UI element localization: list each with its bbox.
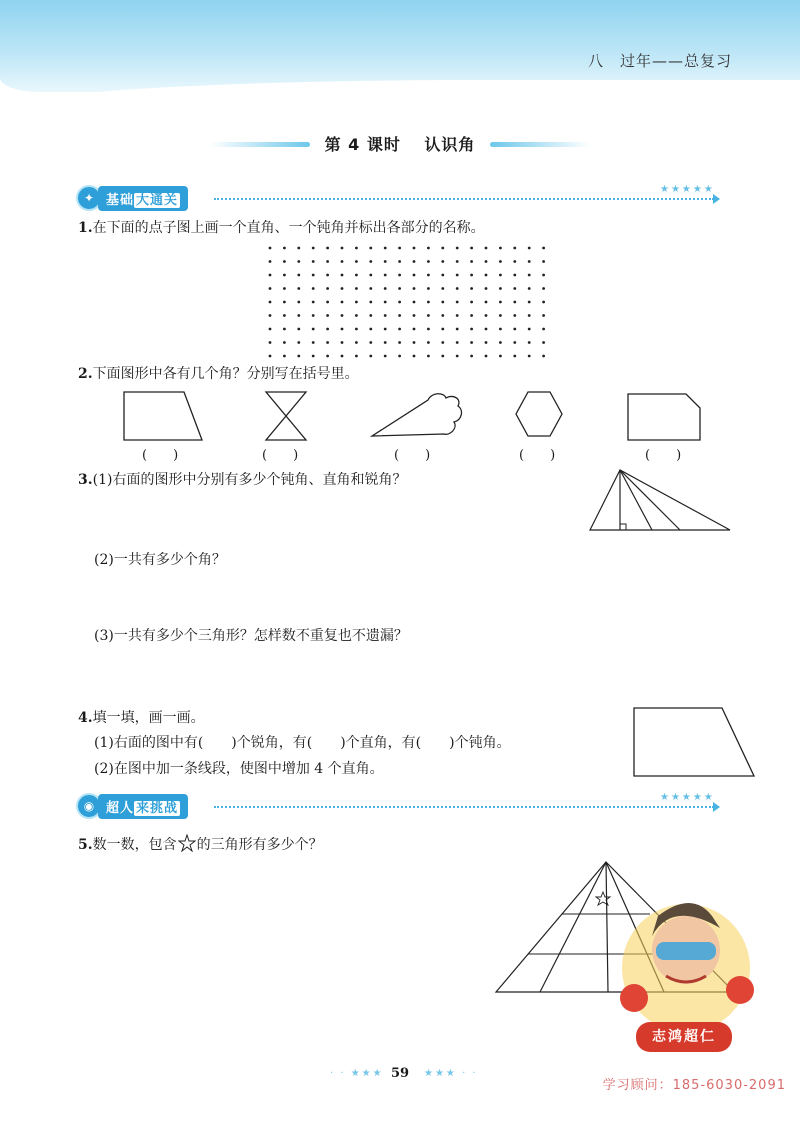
shape-cut-rectangle [628,394,700,440]
grid-dot[interactable] [499,247,502,250]
grid-dot[interactable] [341,260,344,263]
grid-dot[interactable] [283,301,286,304]
grid-dot[interactable] [528,328,531,331]
grid-dot[interactable] [485,355,488,358]
question-5: 5.数一数，包含 的三角形有多少个？ [78,834,323,855]
grid-dot[interactable] [297,287,300,290]
question-3-figure [586,466,736,536]
grid-dot[interactable] [513,247,516,250]
mascot-illustration [612,880,762,1060]
grid-dot[interactable] [427,355,430,358]
grid-dot[interactable] [326,314,329,317]
grid-dot[interactable] [355,355,358,358]
grid-dot[interactable] [355,314,358,317]
grid-dot[interactable] [513,314,516,317]
grid-dot[interactable] [283,260,286,263]
grid-dot[interactable] [456,287,459,290]
grid-dot[interactable] [485,328,488,331]
grid-dot[interactable] [384,355,387,358]
answer-blank-3[interactable]: ( ) [394,448,431,463]
grid-dot[interactable] [470,287,473,290]
grid-dot[interactable] [369,314,372,317]
grid-dot[interactable] [326,328,329,331]
grid-dot[interactable] [283,247,286,250]
stars-decor: ★★★★★ [660,184,715,195]
grid-dot[interactable] [369,341,372,344]
grid-dot[interactable] [283,274,286,277]
grid-dot[interactable] [485,260,488,263]
grid-dot[interactable] [528,314,531,317]
grid-dot[interactable] [513,341,516,344]
grid-dot[interactable] [384,328,387,331]
grid-dot[interactable] [485,274,488,277]
question-1: 1.在下面的点子图上画一个直角、一个钝角并标出各部分的名称。 [78,220,485,236]
grid-dot[interactable] [312,301,315,304]
grid-dot[interactable] [499,301,502,304]
question-3: 3.(1)右面的图形中分别有多少个钝角、直角和锐角？ [78,472,407,488]
grid-dot[interactable] [269,260,272,263]
grid-dot[interactable] [470,314,473,317]
grid-dot[interactable] [384,287,387,290]
shape-hexagon [516,392,562,436]
grid-dot[interactable] [326,301,329,304]
grid-dot[interactable] [398,314,401,317]
grid-dot[interactable] [297,301,300,304]
grid-dot[interactable] [355,301,358,304]
answer-blank-2[interactable]: ( ) [262,448,299,463]
grid-dot[interactable] [427,287,430,290]
grid-dot[interactable] [542,355,545,358]
answer-blank-5[interactable]: ( ) [645,448,682,463]
section-divider-challenge [214,806,714,808]
rocket-icon: ✦ [76,185,102,211]
grid-dot[interactable] [470,355,473,358]
grid-dot[interactable] [499,287,502,290]
grid-dot[interactable] [326,287,329,290]
section-label-challenge: 超人 来挑战 [98,794,188,819]
shape-cloud-triangle [372,394,461,436]
grid-dot[interactable] [355,287,358,290]
grid-dot[interactable] [413,274,416,277]
grid-dot[interactable] [312,341,315,344]
grid-dot[interactable] [312,328,315,331]
grid-dot[interactable] [542,328,545,331]
grid-dot[interactable] [297,274,300,277]
grid-dot[interactable] [470,274,473,277]
grid-dot[interactable] [542,314,545,317]
grid-dot[interactable] [341,355,344,358]
grid-dot[interactable] [269,328,272,331]
grid-dot[interactable] [542,287,545,290]
grid-dot[interactable] [384,247,387,250]
grid-dot[interactable] [542,274,545,277]
grid-dot[interactable] [384,260,387,263]
star-outline-icon [178,834,196,852]
grid-dot[interactable] [326,260,329,263]
grid-dot[interactable] [326,247,329,250]
grid-dot[interactable] [528,247,531,250]
question-3-part-2: (2)一共有多少个角？ [94,552,226,568]
grid-dot[interactable] [283,341,286,344]
grid-dot[interactable] [413,287,416,290]
grid-dot[interactable] [499,260,502,263]
grid-dot[interactable] [427,247,430,250]
grid-dot[interactable] [427,260,430,263]
question-3-part-3: (3)一共有多少个三角形？怎样数不重复也不遗漏？ [94,628,408,644]
grid-dot[interactable] [384,341,387,344]
grid-dot[interactable] [528,301,531,304]
question-2: 2.下面图形中各有几个角？分别写在括号里。 [78,366,359,382]
question-4-part-2: (2)在图中加一条线段，使图中增加 4 个直角。 [94,761,384,777]
grid-dot[interactable] [341,287,344,290]
grid-dot[interactable] [499,355,502,358]
grid-dot[interactable] [528,260,531,263]
grid-dot[interactable] [513,355,516,358]
grid-dot[interactable] [542,247,545,250]
section-badge-challenge [76,792,188,820]
grid-dot[interactable] [297,247,300,250]
grid-dot[interactable] [369,247,372,250]
grid-dot[interactable] [341,274,344,277]
grid-dot[interactable] [441,301,444,304]
grid-dot[interactable] [269,247,272,250]
grid-dot[interactable] [297,328,300,331]
grid-dot[interactable] [528,355,531,358]
grid-dot[interactable] [441,314,444,317]
grid-dot[interactable] [398,355,401,358]
shape-hourglass [266,392,306,440]
grid-dot[interactable] [441,328,444,331]
grid-dot[interactable] [341,328,344,331]
grid-dot[interactable] [413,328,416,331]
grid-dot[interactable] [441,341,444,344]
grid-dot[interactable] [441,287,444,290]
grid-dot[interactable] [384,274,387,277]
grid-dot[interactable] [485,247,488,250]
section-badge-basic [76,184,188,212]
grid-dot[interactable] [398,274,401,277]
grid-dot[interactable] [369,328,372,331]
grid-dot[interactable] [413,247,416,250]
stars-decor: ★★★★★ [660,792,715,803]
grid-dot[interactable] [312,274,315,277]
grid-dot[interactable] [341,341,344,344]
grid-dot[interactable] [283,314,286,317]
grid-dot[interactable] [341,301,344,304]
grid-dot[interactable] [269,314,272,317]
grid-dot[interactable] [312,314,315,317]
grid-dot[interactable] [441,274,444,277]
section-divider-basic [214,198,714,200]
grid-dot[interactable] [427,274,430,277]
grid-dot[interactable] [297,341,300,344]
grid-dot[interactable] [384,301,387,304]
grid-dot[interactable] [326,274,329,277]
grid-dot[interactable] [499,274,502,277]
grid-dot[interactable] [427,341,430,344]
grid-dot[interactable] [427,328,430,331]
question-4: 4.填一填，画一画。 [78,710,205,726]
grid-dot[interactable] [269,287,272,290]
grid-dot[interactable] [283,328,286,331]
grid-dot[interactable] [398,341,401,344]
grid-dot[interactable] [513,328,516,331]
answer-blank-1[interactable]: ( ) [142,448,179,463]
grid-dot[interactable] [355,247,358,250]
grid-dot[interactable] [312,355,315,358]
question-4-part-1[interactable]: (1)右面的图中有( )个锐角，有( )个直角，有( )个钝角。 [94,735,511,751]
grid-dot[interactable] [542,301,545,304]
header-banner [0,0,800,92]
consultant-phone: 学习顾问：185-6030-2091 [602,1078,786,1093]
grid-dot[interactable] [326,355,329,358]
grid-dot[interactable] [312,247,315,250]
grid-dot[interactable] [456,355,459,358]
grid-dot[interactable] [269,301,272,304]
grid-dot[interactable] [283,287,286,290]
grid-dot[interactable] [456,328,459,331]
grid-dot[interactable] [355,328,358,331]
grid-dot[interactable] [499,314,502,317]
section-label-basic: 基础 大通关 [98,186,188,211]
grid-dot[interactable] [384,314,387,317]
grid-dot[interactable] [398,301,401,304]
grid-dot[interactable] [485,341,488,344]
grid-dot[interactable] [413,260,416,263]
grid-dot[interactable] [355,274,358,277]
grid-dot[interactable] [413,301,416,304]
grid-dot[interactable] [297,314,300,317]
footer-stars-right: ★★★ · · [424,1068,478,1079]
grid-dot[interactable] [369,301,372,304]
grid-dot[interactable] [355,341,358,344]
chapter-title: 八 过年——总复习 [587,52,732,70]
grid-dot[interactable] [398,287,401,290]
grid-dot[interactable] [297,260,300,263]
grid-dot[interactable] [456,260,459,263]
grid-dot[interactable] [369,260,372,263]
dot-grid[interactable] [266,244,556,364]
lesson-title-block [210,132,590,156]
grid-dot[interactable] [398,328,401,331]
grid-dot[interactable] [499,328,502,331]
grid-dot[interactable] [470,341,473,344]
grid-dot[interactable] [513,301,516,304]
page-number: 59 [390,1066,410,1081]
ufo-icon: ◉ [76,793,102,819]
grid-dot[interactable] [513,274,516,277]
grid-dot[interactable] [312,260,315,263]
grid-dot[interactable] [413,341,416,344]
grid-dot[interactable] [485,301,488,304]
grid-dot[interactable] [485,314,488,317]
grid-dot[interactable] [413,355,416,358]
grid-dot[interactable] [528,341,531,344]
grid-dot[interactable] [269,274,272,277]
grid-dot[interactable] [441,260,444,263]
grid-dot[interactable] [369,274,372,277]
grid-dot[interactable] [456,341,459,344]
grid-dot[interactable] [398,260,401,263]
grid-dot[interactable] [355,260,358,263]
grid-dot[interactable] [528,274,531,277]
grid-dot[interactable] [542,260,545,263]
grid-dot[interactable] [470,301,473,304]
grid-dot[interactable] [456,314,459,317]
grid-dot[interactable] [441,247,444,250]
grid-dot[interactable] [369,355,372,358]
grid-dot[interactable] [456,247,459,250]
grid-dot[interactable] [341,314,344,317]
grid-dot[interactable] [470,328,473,331]
grid-dot[interactable] [485,287,488,290]
question-4-trapezoid[interactable] [630,704,760,780]
grid-dot[interactable] [269,341,272,344]
grid-dot[interactable] [269,355,272,358]
grid-dot[interactable] [528,287,531,290]
grid-dot[interactable] [441,355,444,358]
footer-stars-left: · · ★★★ [330,1068,384,1079]
title-decor-right [490,142,590,147]
grid-dot[interactable] [312,287,315,290]
grid-dot[interactable] [297,355,300,358]
grid-dot[interactable] [341,247,344,250]
grid-dot[interactable] [513,287,516,290]
mascot-badge: 志鸿超仁 [636,1022,732,1052]
grid-dot[interactable] [326,341,329,344]
grid-dot[interactable] [456,274,459,277]
lesson-title: 第 4 课时 认识角 [324,135,476,154]
grid-dot[interactable] [427,301,430,304]
grid-dot[interactable] [470,247,473,250]
grid-dot[interactable] [456,301,459,304]
grid-dot[interactable] [499,341,502,344]
grid-dot[interactable] [427,314,430,317]
grid-dot[interactable] [369,287,372,290]
shape-trapezoid [124,392,202,440]
answer-blank-4[interactable]: ( ) [519,448,556,463]
grid-dot[interactable] [513,260,516,263]
grid-dot[interactable] [470,260,473,263]
grid-dot[interactable] [398,247,401,250]
grid-dot[interactable] [283,355,286,358]
grid-dot[interactable] [413,314,416,317]
grid-dot[interactable] [542,341,545,344]
